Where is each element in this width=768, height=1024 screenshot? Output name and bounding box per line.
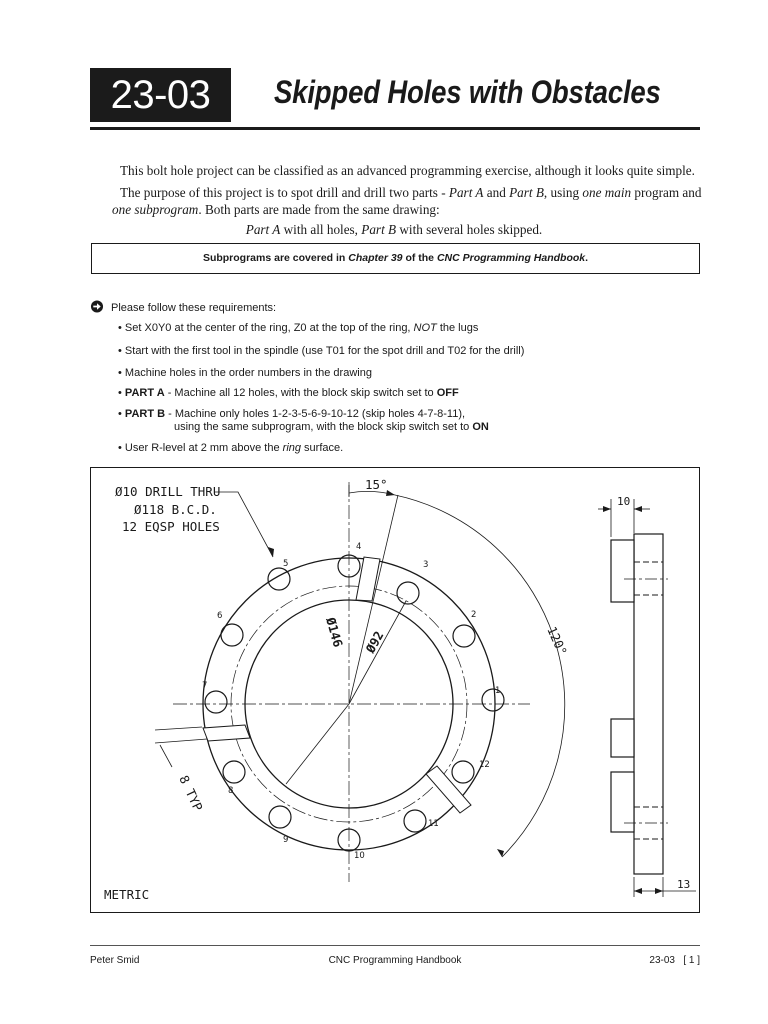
intro-paragraph-3 (10, 221, 768, 238)
hole-label-4: 4 (356, 542, 362, 552)
side-view (611, 534, 668, 874)
requirement-5: • PART B - Machine only holes 1-2-3-5-6-9-10-12 (skip holes 4-7-8-11), using the same subprogram, with the block skip switch set to ON (118, 408, 489, 433)
section-number-badge: 23-03 (90, 68, 231, 122)
hole-label-6: 6 (217, 611, 223, 621)
requirements-heading (90, 300, 276, 314)
p2-one-main: one main (582, 185, 632, 200)
p2-text-2: and (483, 185, 510, 200)
requirements-heading-text: Please follow these requirements: (111, 302, 277, 314)
intro-paragraph-1: This bolt hole project can be classified as an advanced programming exercise, although it looks quite simple. (120, 163, 695, 178)
p3-text-2: with several holes skipped. (396, 222, 543, 237)
callout-leader (215, 492, 273, 557)
hole-label-7: 7 (202, 681, 208, 691)
p2-one-sub: one subprogram (112, 202, 199, 217)
intro-paragraph-2 (112, 184, 704, 218)
p2-part-b: Part B (509, 185, 544, 200)
req2-text: Start with the first tool in the spindle (use T01 for the spot drill and T02 for the drill) (124, 345, 525, 357)
p2-part-a: Part A (448, 185, 484, 200)
footer-book: CNC Programming Handbook (328, 955, 462, 966)
requirement-4: • PART A - Machine all 12 holes, with the block skip switch set to OFF (118, 387, 459, 399)
hole-label-9: 9 (283, 835, 289, 845)
req1-text-1: Set X0Y0 at the center of the ring, Z0 at the top of the ring, (124, 322, 414, 334)
technical-drawing (90, 467, 700, 913)
angle-15-label: 15° (365, 477, 388, 492)
footer-page-number: 23-03 [ 1 ] (649, 955, 700, 966)
req4-off: OFF (436, 387, 459, 399)
req4-label: PART A (124, 387, 165, 399)
note-text-1: Subprograms are covered in (202, 252, 349, 264)
angle-120-label: 120° (544, 624, 571, 658)
req5-text-1: - Machine only holes 1-2-3-5-6-9-10-12 (skip holes 4-7-8-11), (165, 408, 466, 420)
subprogram-note-box (91, 243, 700, 274)
req5-on: ON (472, 420, 489, 433)
hole-label-3: 3 (423, 560, 429, 570)
req1-text-2: the lugs (436, 322, 479, 334)
callout-line-1: Ø10 DRILL THRU (115, 484, 221, 499)
hole-label-2: 2 (471, 610, 477, 620)
note-text-2: of the (402, 252, 437, 264)
req5-label: PART B (124, 408, 166, 420)
note-text-3: . (585, 252, 589, 264)
dia-146-label: Ø146 (323, 615, 346, 649)
callout-line-3: 12 EQSP HOLES (122, 519, 220, 534)
note-book: CNC Programming Handbook (436, 252, 586, 264)
req1-not: NOT (413, 322, 437, 334)
dim-10-label: 10 (617, 495, 631, 508)
requirement-3: • Machine holes in the order numbers in the drawing (118, 367, 372, 379)
obstacle-lugs (203, 557, 471, 813)
p2-text-3: , using (543, 185, 583, 200)
p2-text-5: . Both parts are made from the same drawing: (198, 202, 440, 217)
center-lines (173, 482, 530, 882)
drawing-frame (91, 468, 700, 913)
callout-line-2: Ø118 B.C.D. (134, 502, 217, 517)
typ-dimension (155, 727, 207, 767)
p2-text-4: program and (631, 185, 702, 200)
angle-120-dimension (395, 495, 565, 857)
hole-label-8: 8 (228, 786, 234, 796)
req6-ring: ring (282, 442, 301, 454)
dim-13-label: 13 (677, 878, 691, 891)
dia-92-label: Ø92 (362, 628, 387, 656)
req6-text-1: User R-level at 2 mm above the (124, 442, 283, 454)
header-rule (90, 127, 700, 130)
page-header (90, 66, 700, 130)
requirement-1: • Set X0Y0 at the center of the ring, Z0 at the top of the ring, NOT the lugs (118, 322, 479, 334)
hole-label-12: 12 (479, 760, 490, 770)
req6-text-2: surface. (301, 442, 344, 454)
hole-label-11: 11 (428, 819, 439, 829)
metric-label: METRIC (104, 887, 150, 902)
arrow-right-icon (90, 300, 104, 313)
p3-text-1: with all holes, (280, 222, 362, 237)
diameter-leaders (286, 495, 406, 784)
note-chapter: Chapter 39 (348, 252, 403, 264)
p3-part-b: Part B (361, 222, 397, 237)
requirement-2: • Start with the first tool in the spindle (use T01 for the spot drill and T02 for the drill) (118, 345, 525, 357)
req3-text: Machine holes in the order numbers in the drawing (124, 367, 372, 379)
footer-author: Peter Smid (90, 955, 140, 966)
req5-text-2: using the same subprogram, with the block skip switch set to (174, 420, 473, 433)
footer-rule (90, 945, 700, 946)
typ-label: 8 TYP (176, 772, 206, 814)
hole-label-10: 10 (354, 851, 365, 861)
hole-label-5: 5 (283, 559, 289, 569)
p2-text-1: The purpose of this project is to spot drill and drill two parts - (120, 185, 449, 200)
page-title: Skipped Holes with Obstacles (274, 74, 661, 110)
hole-label-1: 1 (495, 686, 501, 696)
req4-text: - Machine all 12 holes, with the block skip switch set to (164, 387, 437, 399)
p3-part-a: Part A (245, 222, 281, 237)
requirement-6: • User R-level at 2 mm above the ring surface. (118, 442, 344, 454)
